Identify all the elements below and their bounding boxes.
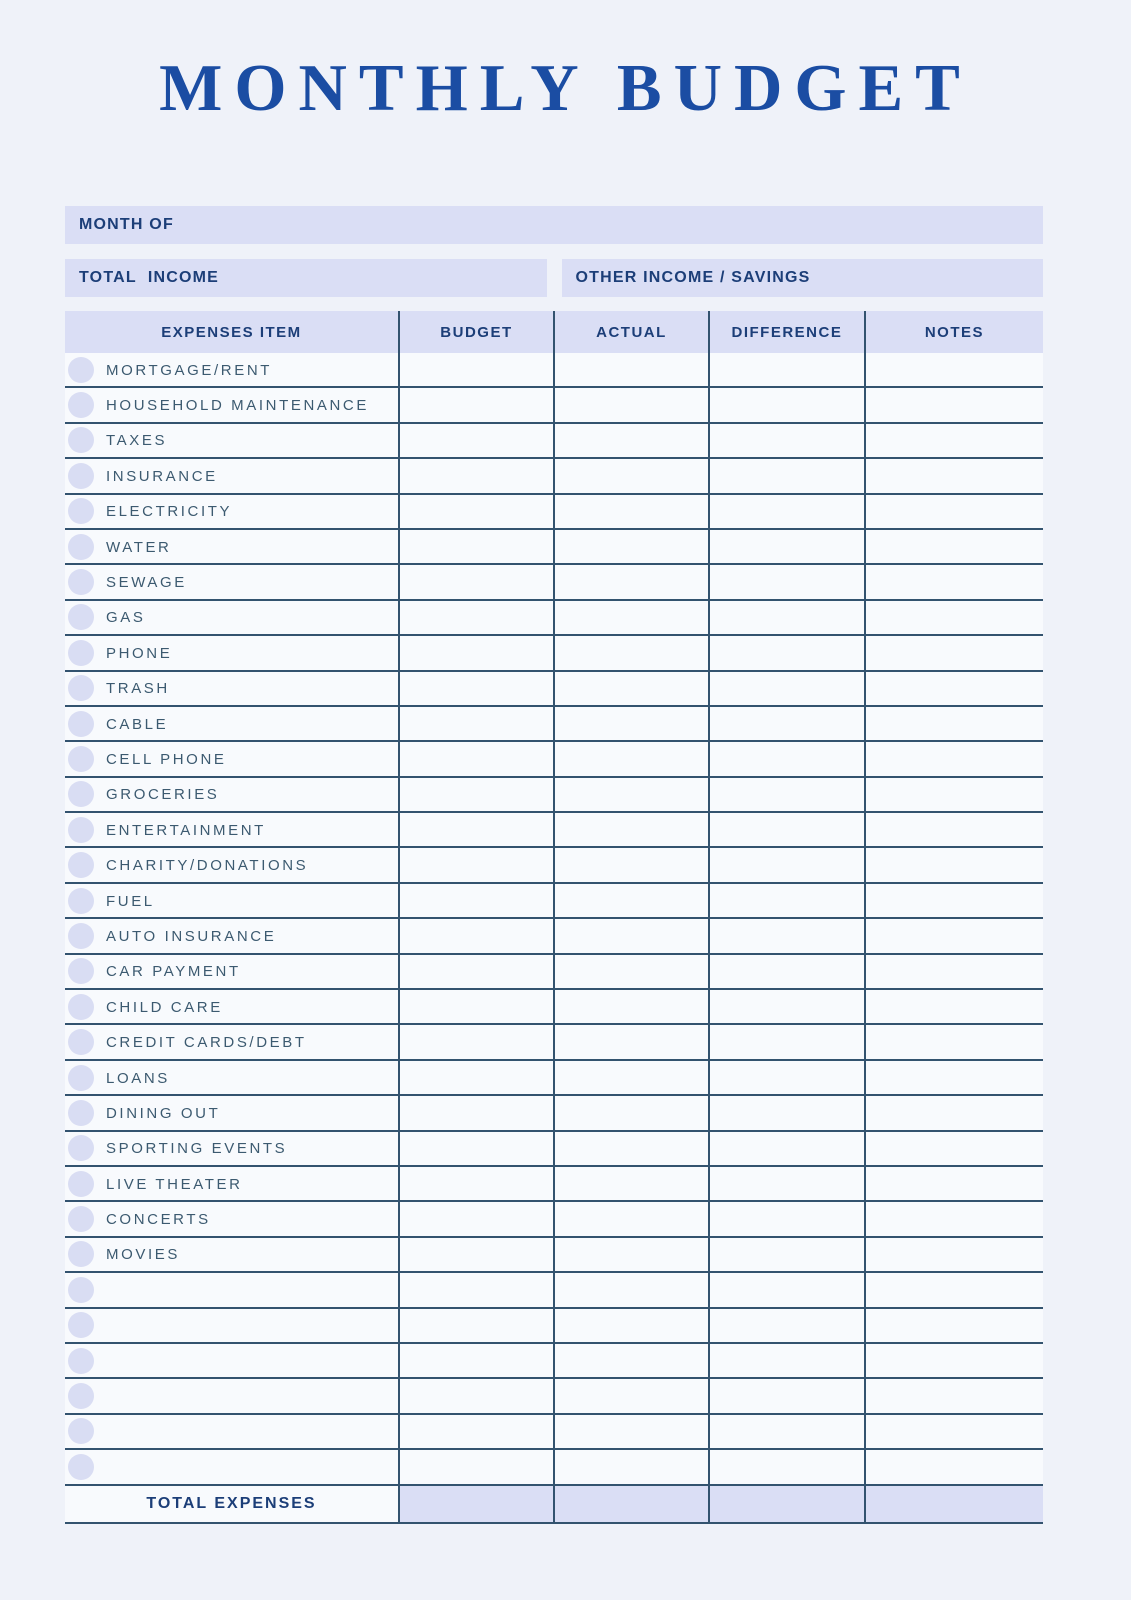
bullet-icon <box>68 427 94 453</box>
budget-cell <box>400 1167 555 1200</box>
budget-cell <box>400 388 555 421</box>
expense-item-cell <box>65 1238 400 1271</box>
table-row <box>65 884 1043 919</box>
actual-cell <box>555 1309 710 1342</box>
income-section <box>65 259 1043 297</box>
budget-cell <box>400 1096 555 1129</box>
table-row <box>65 565 1043 600</box>
bullet-icon <box>68 1065 94 1091</box>
expense-item-cell <box>65 1096 400 1129</box>
table-row <box>65 1202 1043 1237</box>
notes-cell <box>866 848 1043 881</box>
actual-cell <box>555 919 710 952</box>
bullet-icon <box>68 1348 94 1374</box>
actual-cell <box>555 1344 710 1377</box>
expense-item-label: GAS <box>106 609 146 627</box>
bullet-icon <box>68 534 94 560</box>
expense-item-cell <box>65 1344 400 1377</box>
budget-cell <box>400 990 555 1023</box>
table-row <box>65 1061 1043 1096</box>
actual-cell <box>555 495 710 528</box>
actual-cell <box>555 1202 710 1235</box>
table-row <box>65 601 1043 636</box>
difference-cell <box>710 778 866 811</box>
total-expenses-label-cell <box>65 1486 400 1522</box>
expense-item-label: SPORTING EVENTS <box>106 1140 288 1158</box>
expense-item-label: LOANS <box>106 1069 170 1087</box>
expense-item-cell <box>65 495 400 528</box>
table-row <box>65 1025 1043 1060</box>
bullet-icon <box>68 923 94 949</box>
expense-item-cell <box>65 778 400 811</box>
expense-item-label: INSURANCE <box>106 467 218 485</box>
expense-item-cell <box>65 601 400 634</box>
actual-cell <box>555 848 710 881</box>
expense-item-cell <box>65 1309 400 1342</box>
notes-cell <box>866 1061 1043 1094</box>
notes-cell <box>866 990 1043 1023</box>
table-row <box>65 1096 1043 1131</box>
table-row <box>65 742 1043 777</box>
other-income-savings-field <box>562 259 1044 297</box>
difference-cell <box>710 1379 866 1412</box>
budget-cell <box>400 1202 555 1235</box>
bullet-icon <box>68 604 94 630</box>
total-budget-cell <box>400 1486 555 1522</box>
budget-cell <box>400 495 555 528</box>
difference-cell <box>710 495 866 528</box>
expense-item-label: LIVE THEATER <box>106 1175 243 1193</box>
expenses-table <box>65 311 1043 1524</box>
notes-cell <box>866 353 1043 386</box>
budget-cell <box>400 742 555 775</box>
total-expenses-label: TOTAL EXPENSES <box>146 1494 317 1512</box>
bullet-icon <box>68 640 94 666</box>
expense-item-cell <box>65 884 400 917</box>
budget-cell <box>400 1309 555 1342</box>
expense-item-cell <box>65 1379 400 1412</box>
table-row <box>65 990 1043 1025</box>
bullet-icon <box>68 357 94 383</box>
budget-cell <box>400 1450 555 1483</box>
bullet-icon <box>68 1418 94 1444</box>
notes-cell <box>866 1167 1043 1200</box>
notes-cell <box>866 1415 1043 1448</box>
budget-cell <box>400 1273 555 1306</box>
budget-cell <box>400 955 555 988</box>
notes-cell <box>866 813 1043 846</box>
total-difference-cell <box>710 1486 866 1522</box>
expense-item-label: CHILD CARE <box>106 998 223 1016</box>
actual-cell <box>555 1415 710 1448</box>
table-row <box>65 672 1043 707</box>
actual-cell <box>555 565 710 598</box>
notes-cell <box>866 955 1043 988</box>
actual-cell <box>555 424 710 457</box>
total-actual-cell <box>555 1486 710 1522</box>
header-budget: BUDGET <box>400 311 555 353</box>
header-notes: NOTES <box>924 323 985 341</box>
expense-item-label: PHONE <box>106 644 173 662</box>
difference-cell <box>710 636 866 669</box>
expense-item-cell <box>65 990 400 1023</box>
difference-cell <box>710 1309 866 1342</box>
table-row <box>65 1450 1043 1485</box>
difference-cell <box>710 459 866 492</box>
actual-cell <box>555 990 710 1023</box>
bullet-icon <box>68 888 94 914</box>
total-income-field <box>65 259 547 297</box>
table-row <box>65 778 1043 813</box>
expense-item-label: DINING OUT <box>106 1104 221 1122</box>
notes-cell <box>866 601 1043 634</box>
budget-cell <box>400 672 555 705</box>
notes-cell <box>866 672 1043 705</box>
expense-item-label: TRASH <box>106 680 170 698</box>
actual-cell <box>555 1025 710 1058</box>
notes-cell <box>866 1450 1043 1483</box>
notes-cell <box>866 884 1043 917</box>
budget-cell <box>400 424 555 457</box>
notes-cell <box>866 742 1043 775</box>
table-row <box>65 1273 1043 1308</box>
budget-cell <box>400 1379 555 1412</box>
notes-cell <box>866 778 1043 811</box>
notes-cell <box>866 1273 1043 1306</box>
notes-cell <box>866 388 1043 421</box>
table-row <box>65 530 1043 565</box>
bullet-icon <box>68 781 94 807</box>
expense-item-label: CHARITY/DONATIONS <box>106 857 309 875</box>
bullet-icon <box>68 746 94 772</box>
expense-item-cell <box>65 1415 400 1448</box>
expense-item-cell <box>65 530 400 563</box>
expense-item-label: WATER <box>106 538 172 556</box>
bullet-icon <box>68 852 94 878</box>
notes-cell <box>866 1344 1043 1377</box>
table-row <box>65 1415 1043 1450</box>
difference-cell <box>710 1450 866 1483</box>
actual-cell <box>555 955 710 988</box>
notes-cell <box>866 1132 1043 1165</box>
notes-cell <box>866 1202 1043 1235</box>
difference-cell <box>710 1025 866 1058</box>
difference-cell <box>710 1238 866 1271</box>
budget-cell <box>400 530 555 563</box>
expense-item-label: TAXES <box>106 432 168 450</box>
budget-cell <box>400 1238 555 1271</box>
notes-cell <box>866 424 1043 457</box>
difference-cell <box>710 884 866 917</box>
expense-item-label: CELL PHONE <box>106 750 227 768</box>
expense-item-cell <box>65 424 400 457</box>
expense-item-label: SEWAGE <box>106 574 187 592</box>
notes-cell <box>866 707 1043 740</box>
actual-cell <box>555 707 710 740</box>
notes-cell <box>866 636 1043 669</box>
expense-item-label: ENTERTAINMENT <box>106 821 266 839</box>
expense-item-cell <box>65 848 400 881</box>
actual-cell <box>555 1167 710 1200</box>
bullet-icon <box>68 498 94 524</box>
table-row <box>65 1238 1043 1273</box>
table-row <box>65 636 1043 671</box>
table-row <box>65 848 1043 883</box>
expense-item-label: CONCERTS <box>106 1211 211 1229</box>
expense-item-cell <box>65 955 400 988</box>
difference-cell <box>710 672 866 705</box>
actual-cell <box>555 1273 710 1306</box>
actual-cell <box>555 884 710 917</box>
budget-cell <box>400 459 555 492</box>
expense-item-cell <box>65 636 400 669</box>
table-row <box>65 1344 1043 1379</box>
difference-cell <box>710 1096 866 1129</box>
expense-item-cell <box>65 1025 400 1058</box>
table-row <box>65 459 1043 494</box>
bullet-icon <box>68 1312 94 1338</box>
budget-cell <box>400 919 555 952</box>
table-body <box>65 353 1043 1486</box>
difference-cell <box>710 1132 866 1165</box>
total-expenses-row <box>65 1486 1043 1524</box>
difference-cell <box>710 353 866 386</box>
bullet-icon <box>68 1383 94 1409</box>
actual-cell <box>555 1450 710 1483</box>
actual-cell <box>555 1132 710 1165</box>
budget-cell <box>400 565 555 598</box>
actual-cell <box>555 388 710 421</box>
month-of-label: MONTH OF <box>79 216 174 233</box>
expense-item-label: MOVIES <box>106 1246 180 1264</box>
expense-item-cell <box>65 1202 400 1235</box>
bullet-icon <box>68 569 94 595</box>
difference-cell <box>710 1167 866 1200</box>
budget-cell <box>400 1132 555 1165</box>
expense-item-cell <box>65 672 400 705</box>
expense-item-label: GROCERIES <box>106 786 220 804</box>
bullet-icon <box>68 675 94 701</box>
budget-cell <box>400 813 555 846</box>
actual-cell <box>555 353 710 386</box>
notes-cell <box>866 565 1043 598</box>
bullet-icon <box>68 817 94 843</box>
difference-cell <box>710 530 866 563</box>
table-row <box>65 388 1043 423</box>
header-expenses-item: EXPENSES ITEM <box>65 311 400 353</box>
expense-item-cell <box>65 459 400 492</box>
expense-item-cell <box>65 353 400 386</box>
difference-cell <box>710 707 866 740</box>
difference-cell <box>710 1061 866 1094</box>
actual-cell <box>555 1061 710 1094</box>
bullet-icon <box>68 994 94 1020</box>
bullet-icon <box>68 1241 94 1267</box>
total-notes-cell <box>866 1486 1043 1522</box>
expense-item-cell <box>65 388 400 421</box>
expense-item-label: CABLE <box>106 715 169 733</box>
budget-cell <box>400 353 555 386</box>
budget-cell <box>400 1025 555 1058</box>
difference-cell <box>710 388 866 421</box>
bullet-icon <box>68 1029 94 1055</box>
expense-item-label: ELECTRICITY <box>106 503 233 521</box>
table-row <box>65 919 1043 954</box>
actual-cell <box>555 672 710 705</box>
difference-cell <box>710 565 866 598</box>
actual-cell <box>555 1379 710 1412</box>
difference-cell <box>710 1202 866 1235</box>
actual-cell <box>555 778 710 811</box>
table-row <box>65 1309 1043 1344</box>
difference-cell <box>710 1415 866 1448</box>
expense-item-label: CREDIT CARDS/DEBT <box>106 1034 307 1052</box>
notes-cell <box>866 1025 1043 1058</box>
difference-cell <box>710 1273 866 1306</box>
budget-cell <box>400 636 555 669</box>
difference-cell <box>710 848 866 881</box>
bullet-icon <box>68 1206 94 1232</box>
bullet-icon <box>68 1171 94 1197</box>
bullet-icon <box>68 1277 94 1303</box>
bullet-icon <box>68 1454 94 1480</box>
table-row <box>65 424 1043 459</box>
actual-cell <box>555 459 710 492</box>
expense-item-label: MORTGAGE/RENT <box>106 361 273 379</box>
expense-item-cell <box>65 565 400 598</box>
bullet-icon <box>68 463 94 489</box>
budget-cell <box>400 884 555 917</box>
difference-cell <box>710 813 866 846</box>
expense-item-label: CAR PAYMENT <box>106 963 241 981</box>
budget-cell <box>400 707 555 740</box>
expense-item-cell <box>65 1132 400 1165</box>
other-income-savings-label: OTHER INCOME / SAVINGS <box>575 269 811 286</box>
actual-cell <box>555 530 710 563</box>
notes-cell <box>866 1096 1043 1129</box>
table-row <box>65 1132 1043 1167</box>
notes-cell <box>866 919 1043 952</box>
table-row <box>65 353 1043 388</box>
difference-cell <box>710 1344 866 1377</box>
notes-cell <box>866 1238 1043 1271</box>
table-row <box>65 495 1043 530</box>
bullet-icon <box>68 958 94 984</box>
difference-cell <box>710 742 866 775</box>
notes-cell <box>866 459 1043 492</box>
actual-cell <box>555 1096 710 1129</box>
budget-cell <box>400 1344 555 1377</box>
actual-cell <box>555 742 710 775</box>
expense-item-cell <box>65 1450 400 1483</box>
table-header-row <box>65 311 1043 353</box>
budget-cell <box>400 778 555 811</box>
notes-cell <box>866 1379 1043 1412</box>
bullet-icon <box>68 1135 94 1161</box>
budget-cell <box>400 1415 555 1448</box>
header-difference: DIFFERENCE <box>710 311 866 353</box>
bullet-icon <box>68 1100 94 1126</box>
difference-cell <box>710 424 866 457</box>
expense-item-label: FUEL <box>106 892 155 910</box>
notes-cell <box>866 1309 1043 1342</box>
difference-cell <box>710 601 866 634</box>
table-row <box>65 813 1043 848</box>
table-row <box>65 707 1043 742</box>
budget-cell <box>400 1061 555 1094</box>
expense-item-cell <box>65 742 400 775</box>
expense-item-cell <box>65 1061 400 1094</box>
expense-item-label: AUTO INSURANCE <box>106 927 277 945</box>
difference-cell <box>710 919 866 952</box>
header-actual: ACTUAL <box>555 311 710 353</box>
bullet-icon <box>68 711 94 737</box>
bullet-icon <box>68 392 94 418</box>
total-income-label: TOTAL INCOME <box>79 269 220 286</box>
difference-cell <box>710 990 866 1023</box>
table-row <box>65 955 1043 990</box>
expense-item-label: HOUSEHOLD MAINTENANCE <box>106 397 369 415</box>
difference-cell <box>710 955 866 988</box>
actual-cell <box>555 1238 710 1271</box>
budget-cell <box>400 848 555 881</box>
expense-item-cell <box>65 919 400 952</box>
table-row <box>65 1379 1043 1414</box>
actual-cell <box>555 601 710 634</box>
expense-item-cell <box>65 813 400 846</box>
page-title: MONTHLY BUDGET <box>159 51 972 125</box>
actual-cell <box>555 813 710 846</box>
expense-item-cell <box>65 1273 400 1306</box>
notes-cell <box>866 495 1043 528</box>
budget-cell <box>400 601 555 634</box>
actual-cell <box>555 636 710 669</box>
table-row <box>65 1167 1043 1202</box>
notes-cell <box>866 530 1043 563</box>
month-of-field <box>65 206 1043 244</box>
expense-item-cell <box>65 1167 400 1200</box>
expense-item-cell <box>65 707 400 740</box>
